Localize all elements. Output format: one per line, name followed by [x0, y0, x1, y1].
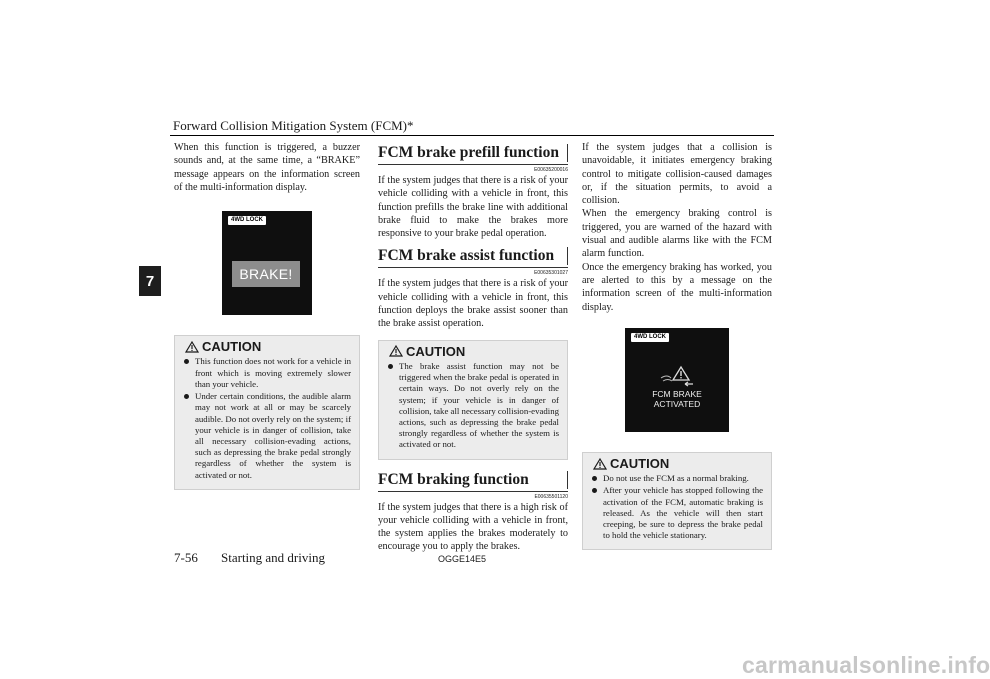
caution-item: The brake assist function may not be triggered when the brake pedal is operated in certain ways. Do not overly rely on the system; if your vehicle is in danger of collision, take all necessary collision-evading actions, such as depressing the brake pedal strongly regardless of whether the system is activated or not. [387, 361, 559, 451]
caution-box-2 [378, 340, 568, 460]
heading-rule [567, 471, 568, 489]
fcm-message [625, 389, 729, 409]
section-heading: FCM braking function [378, 470, 529, 488]
document-code: OGGE14E5 [438, 554, 487, 564]
section-code: E00635200016 [534, 167, 568, 173]
heading-rule [567, 247, 568, 265]
page-number: 7-56 [174, 550, 198, 565]
caution-item: Under certain conditions, the audible alarm may not work at all or may be scarcely audible. Do not overly rely on the system; if your vehicle is in danger of collision, take all necessary collision-evading actions, such as depressing the brake pedal strongly regardless of whether the system is activated or not. [183, 391, 351, 481]
section-code: E00635301027 [534, 270, 568, 277]
braking-paragraph: If the system judges that there is a high risk of your vehicle colliding with a vehicle in front, the system applies the brakes moderately to encourage you to apply the brakes. [378, 501, 568, 553]
section-title-braking [378, 470, 568, 492]
warning-icon [185, 341, 199, 353]
warning-paragraph: When the emergency braking control is triggered, you are warned of the hazard with visual and audible alarms like with the FCM alarm function. [582, 208, 772, 260]
fcm-activated-display-image [625, 328, 729, 432]
caution-label: CAUTION [406, 343, 466, 359]
caution-box-1 [174, 335, 360, 490]
caution-item: This function does not work for a vehicle in front which is moving extremely slower than your vehicle. [183, 356, 351, 390]
caution-item: Do not use the FCM as a normal braking. [591, 473, 763, 484]
caution-item: After your vehicle has stopped following the activation of the FCM, automatic braking is released. As the vehicle will then start creeping, be sure to depress the brake pedal to hold the vehicle stationary. [591, 485, 763, 541]
section-heading: FCM brake assist function [378, 247, 555, 265]
4wd-lock-badge: 4WD LOCK [631, 333, 669, 342]
section-title-prefill [378, 143, 568, 165]
column-2 [378, 141, 568, 554]
chapter-name: Starting and driving [221, 550, 325, 565]
running-header: Forward Collision Mitigation System (FCM)* [173, 118, 414, 133]
collision-warning-icon [659, 366, 695, 388]
column-3 [582, 141, 772, 550]
caution-title [387, 345, 559, 358]
heading-rule [567, 144, 568, 162]
column-1 [174, 141, 360, 490]
warning-icon [593, 458, 607, 470]
intro-paragraph: When this function is triggered, a buzzer sounds and, at the same time, a “BRAKE” message appears on the information screen of the multi-information display. [174, 142, 360, 193]
caution-title [591, 457, 763, 470]
warning-icon [389, 345, 403, 357]
caution-label: CAUTION [202, 339, 262, 355]
alert-paragraph: Once the emergency braking has worked, you are alerted to this by a message on the information screen of the multi-information display. [582, 261, 772, 313]
caution-label: CAUTION [610, 455, 670, 471]
bullet-icon [184, 359, 189, 364]
section-code: E00635501120 [534, 493, 568, 500]
4wd-lock-badge: 4WD LOCK [228, 216, 266, 225]
caution-box-3 [582, 452, 772, 551]
chapter-tab: 7 [139, 266, 161, 296]
bullet-icon [184, 394, 189, 399]
bullet-icon [388, 364, 393, 369]
header-rule [170, 135, 774, 136]
caution-title [183, 340, 351, 353]
assist-paragraph: If the system judges that there is a risk of your vehicle colliding with a vehicle in front, this function deploys the brake assist sooner than the brake assist operation. [378, 278, 568, 330]
brake-display-image [222, 211, 312, 315]
unavoidable-paragraph: If the system judges that a collision is unavoidable, it initiates emergency braking control to mitigate collision-caused damages or, if the situation permits, to avoid a collision. [582, 142, 772, 207]
fcm-message-line2: ACTIVATED [653, 398, 701, 409]
fcm-message-line1: FCM BRAKE [652, 388, 702, 399]
prefill-paragraph: If the system judges that there is a risk of your vehicle colliding with a vehicle in front, this function prefills the brake line with additional brake fluid to make the brakes more responsive to your brake pedal operation. [378, 175, 568, 240]
watermark: carmanualsonline.info [742, 652, 990, 678]
bullet-icon [592, 488, 597, 493]
section-title-assist [378, 246, 568, 268]
section-heading: FCM brake prefill function [378, 144, 559, 161]
bullet-icon [592, 476, 597, 481]
brake-message: BRAKE! [232, 261, 300, 287]
